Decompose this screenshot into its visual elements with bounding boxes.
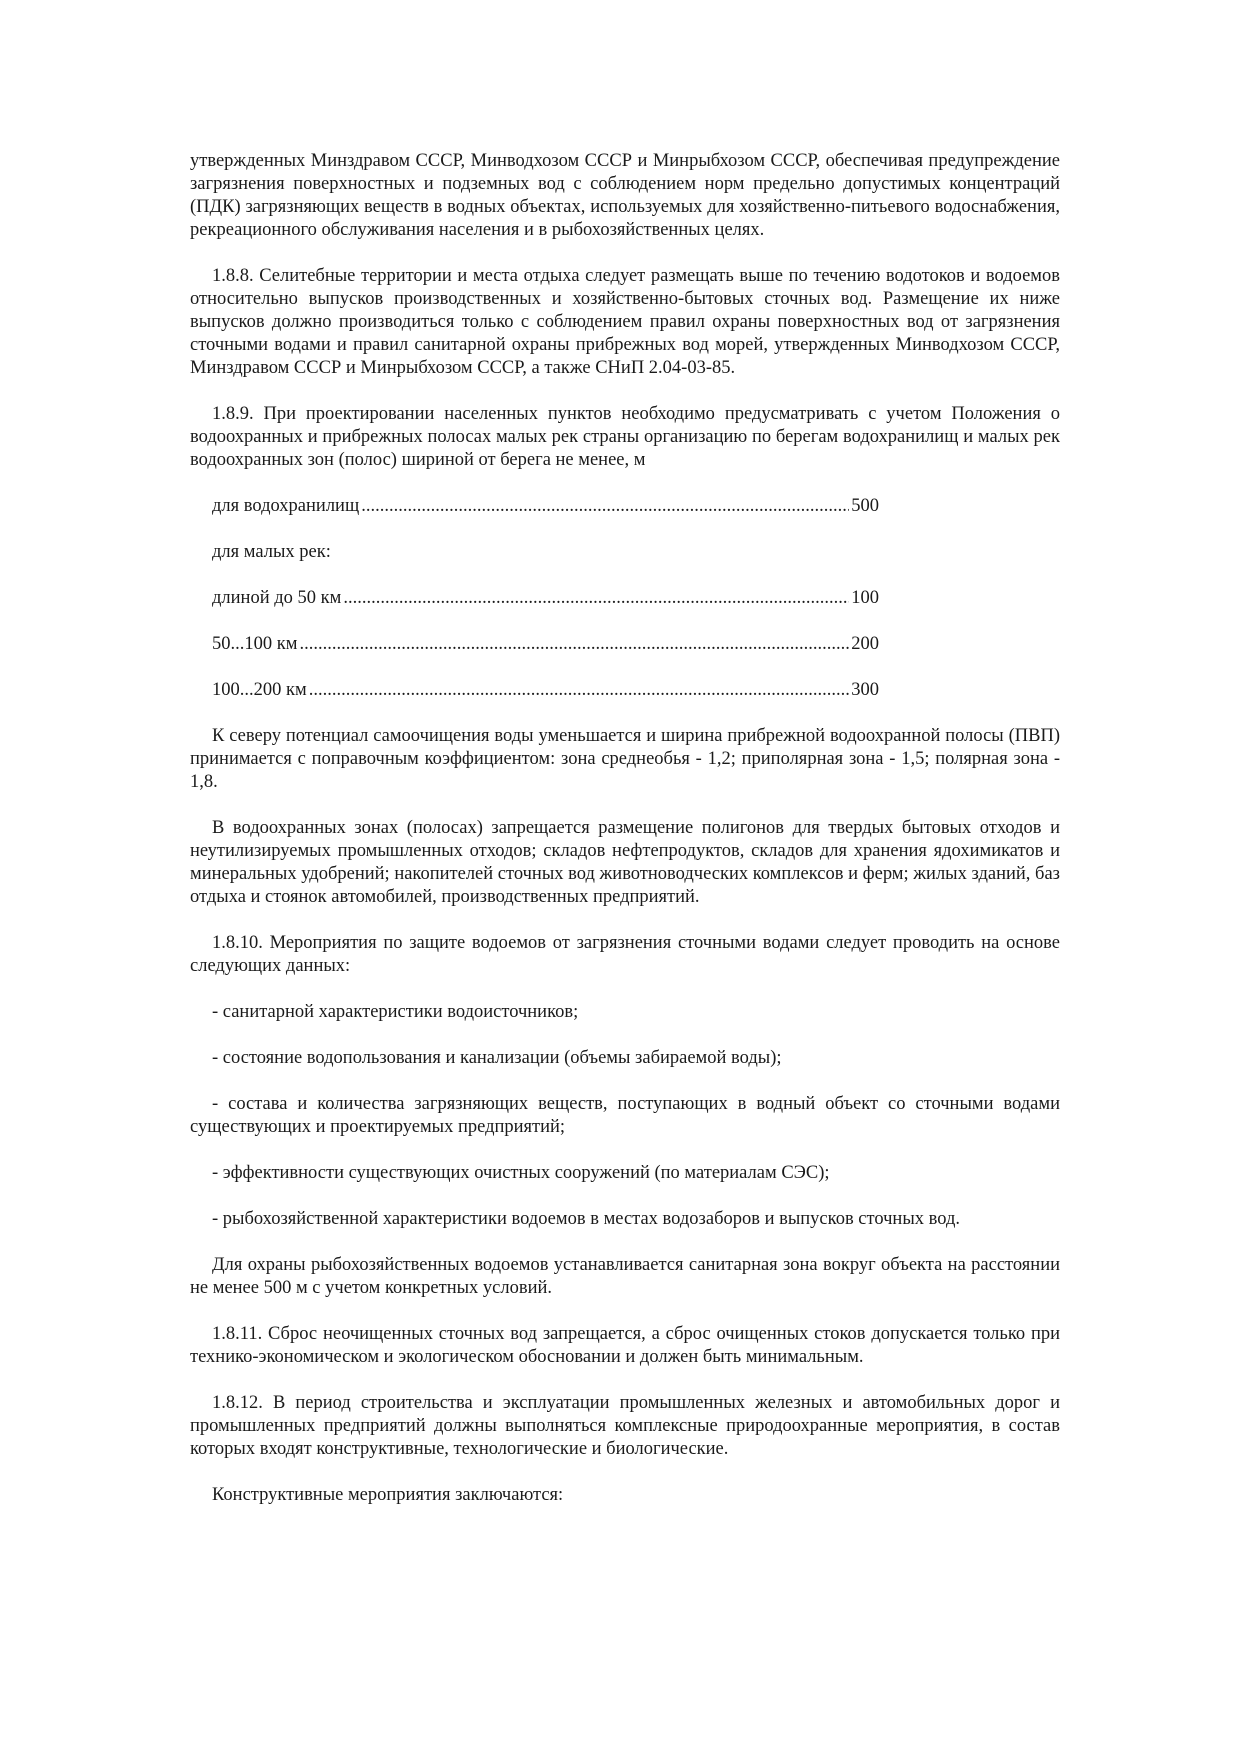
list-item: - рыбохозяйственной характеристики водоемов в местах водозаборов и выпусков сточных вод.: [212, 1209, 960, 1229]
width-row-reservoirs: [190, 495, 879, 518]
paragraph-north-coefficient: К северу потенциал самоочищения воды уменьшается и ширина прибрежной водоохранной полосы (ПВП) принимается с поправочным коэффициентом: зона среднеобья - 1,2; приполярная зона - 1,5; полярная зона - 1,8.: [190, 726, 1060, 792]
list-item: - состояние водопользования и канализации (объемы забираемой воды);: [212, 1048, 782, 1068]
width-value: 200: [851, 634, 879, 654]
dot-leader: [309, 679, 850, 702]
dot-leader: [361, 495, 849, 518]
width-row-100-200: [190, 679, 879, 702]
small-rivers-heading: для малых рек:: [212, 542, 331, 562]
width-label: длиной до 50 км: [212, 588, 342, 608]
paragraph-continuation: утвержденных Минздравом СССР, Минводхозом СССР и Минрыбхозом СССР, обеспечивая предупреждение загрязнения поверхностных и подземных вод с соблюдением норм предельно допустимых концентраций (ПДК) загрязняющих веществ в водных объектах, используемых для хозяйственно-питьевого водоснабжения, рекреационного обслуживания населения и в рыбохозяйственных целях.: [190, 151, 1060, 240]
dot-leader: [343, 587, 849, 610]
width-value: 500: [851, 496, 879, 516]
paragraph-1-8-11: 1.8.11. Сброс неочищенных сточных вод запрещается, а сброс очищенных стоков допускается только при технико-экономическом и экологическом обосновании и должен быть минимальным.: [190, 1324, 1060, 1367]
width-value: 100: [851, 588, 879, 608]
list-item: - санитарной характеристики водоисточников;: [212, 1002, 579, 1022]
paragraph-1-8-12: 1.8.12. В период строительства и эксплуатации промышленных железных и автомобильных дорог и промышленных предприятий должны выполняться комплексные природоохранные мероприятия, в состав которых входят конструктивные, технологические и биологические.: [190, 1393, 1060, 1459]
paragraph-constructive-measures: Конструктивные мероприятия заключаются:: [212, 1485, 564, 1505]
paragraph-prohibitions: В водоохранных зонах (полосах) запрещается размещение полигонов для твердых бытовых отходов и неутилизируемых промышленных отходов; складов нефтепродуктов, складов для хранения ядохимикатов и минеральных удобрений; накопителей сточных вод животноводческих комплексов и ферм; жилых зданий, баз отдыха и стоянок автомобилей, производственных предприятий.: [190, 818, 1060, 907]
list-item: - состава и количества загрязняющих веществ, поступающих в водный объект со сточными водами существующих и проектируемых предприятий;: [190, 1094, 1060, 1137]
width-value: 300: [851, 680, 879, 700]
dot-leader: [299, 633, 849, 656]
paragraph-1-8-8: 1.8.8. Селитебные территории и места отдыха следует размещать выше по течению водотоков и водоемов относительно выпусков производственных и хозяйственно-бытовых сточных вод. Размещение их ниже выпусков должно производиться только с соблюдением правил охраны поверхностных вод от загрязнения сточными водами и правил санитарной охраны прибрежных вод морей, утвержденных Минводхозом СССР, Минздравом СССР и Минрыбхозом СССР, а также СНиП 2.04-03-85.: [190, 266, 1060, 378]
paragraph-1-8-10: 1.8.10. Мероприятия по защите водоемов от загрязнения сточными водами следует проводить на основе следующих данных:: [190, 933, 1060, 976]
width-row-up-to-50: [190, 587, 879, 610]
paragraph-1-8-9: 1.8.9. При проектировании населенных пунктов необходимо предусматривать с учетом Положения о водоохранных и прибрежных полосах малых рек страны организацию по берегам водохранилищ и малых рек водоохранных зон (полос) шириной от берега не менее, м: [190, 404, 1060, 470]
width-label: 50...100 км: [212, 634, 298, 654]
width-label: для водохранилищ: [212, 496, 360, 516]
width-row-50-100: [190, 633, 879, 656]
width-label: 100...200 км: [212, 680, 307, 700]
document-page: [190, 150, 1060, 1530]
list-item: - эффективности существующих очистных сооружений (по материалам СЭС);: [212, 1163, 830, 1183]
paragraph-fishery-zone: Для охраны рыбохозяйственных водоемов устанавливается санитарная зона вокруг объекта на расстоянии не менее 500 м с учетом конкретных условий.: [190, 1255, 1060, 1298]
